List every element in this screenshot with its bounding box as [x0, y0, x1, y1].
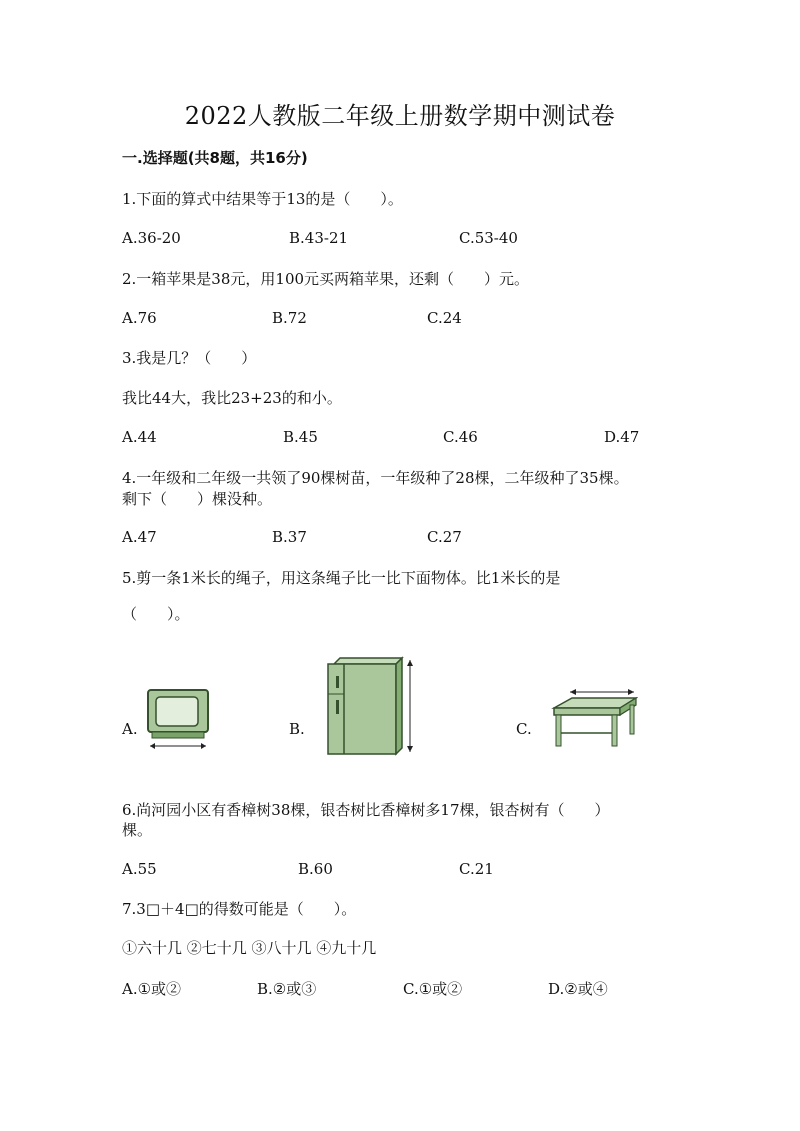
question-7: 7.3□＋4□的得数可能是（ ）。	[122, 900, 357, 918]
q2-option-a: A.76	[122, 309, 157, 327]
question-1: 1.下面的算式中结果等于13的是（ ）。	[122, 190, 403, 208]
q3-option-b: B.45	[283, 428, 318, 446]
question-6-line1: 6.尚河园小区有香樟树38棵，银杏树比香樟树多17棵，银杏树有（ ）	[122, 801, 610, 819]
q1-option-a: A.36-20	[122, 229, 181, 247]
q4-option-b: B.37	[272, 528, 307, 546]
q3-option-d: D.47	[604, 428, 640, 446]
q4-option-c: C.27	[427, 528, 462, 546]
q6-option-c: C.21	[459, 860, 494, 878]
tv-illustration	[146, 688, 212, 752]
q7-option-b: B.②或③	[257, 980, 317, 998]
q7-option-c: C.①或②	[403, 980, 463, 998]
q7-option-d: D.②或④	[548, 980, 608, 998]
q4-option-a: A.47	[122, 528, 157, 546]
page-title: 2022人教版二年级上册数学期中测试卷	[184, 102, 616, 130]
question-7-choices: ①六十几 ②七十几 ③八十几 ④九十几	[122, 939, 377, 957]
question-5-line2: （ ）。	[122, 605, 190, 623]
q1-option-c: C.53-40	[459, 229, 518, 247]
q7-option-a: A.①或②	[122, 980, 182, 998]
q1-option-b: B.43-21	[289, 229, 349, 247]
question-3-hint: 我比44大，我比23+23的和小。	[122, 389, 342, 407]
q2-option-b: B.72	[272, 309, 307, 327]
question-4-line2: 剩下（ ）棵没种。	[122, 490, 273, 508]
q6-option-b: B.60	[298, 860, 333, 878]
section-heading: 一.选择题(共8题，共16分)	[122, 149, 308, 167]
question-2: 2.一箱苹果是38元，用100元买两箱苹果，还剩（ ）元。	[122, 270, 530, 288]
q2-option-c: C.24	[427, 309, 462, 327]
question-3: 3.我是几？（ ）	[122, 349, 257, 367]
q5-option-c: C.	[516, 720, 532, 738]
q5-option-b: B.	[289, 720, 305, 738]
table-illustration	[548, 686, 638, 750]
question-5-line1: 5.剪一条1米长的绳子，用这条绳子比一比下面物体。比1米长的是	[122, 569, 561, 587]
q3-option-c: C.46	[443, 428, 478, 446]
q5-option-a: A.	[122, 720, 138, 738]
q3-option-a: A.44	[122, 428, 157, 446]
fridge-illustration	[324, 656, 416, 756]
q6-option-a: A.55	[122, 860, 157, 878]
question-6-line2: 棵。	[122, 821, 153, 839]
question-4-line1: 4.一年级和二年级一共领了90棵树苗，一年级种了28棵，二年级种了35棵。	[122, 469, 629, 487]
